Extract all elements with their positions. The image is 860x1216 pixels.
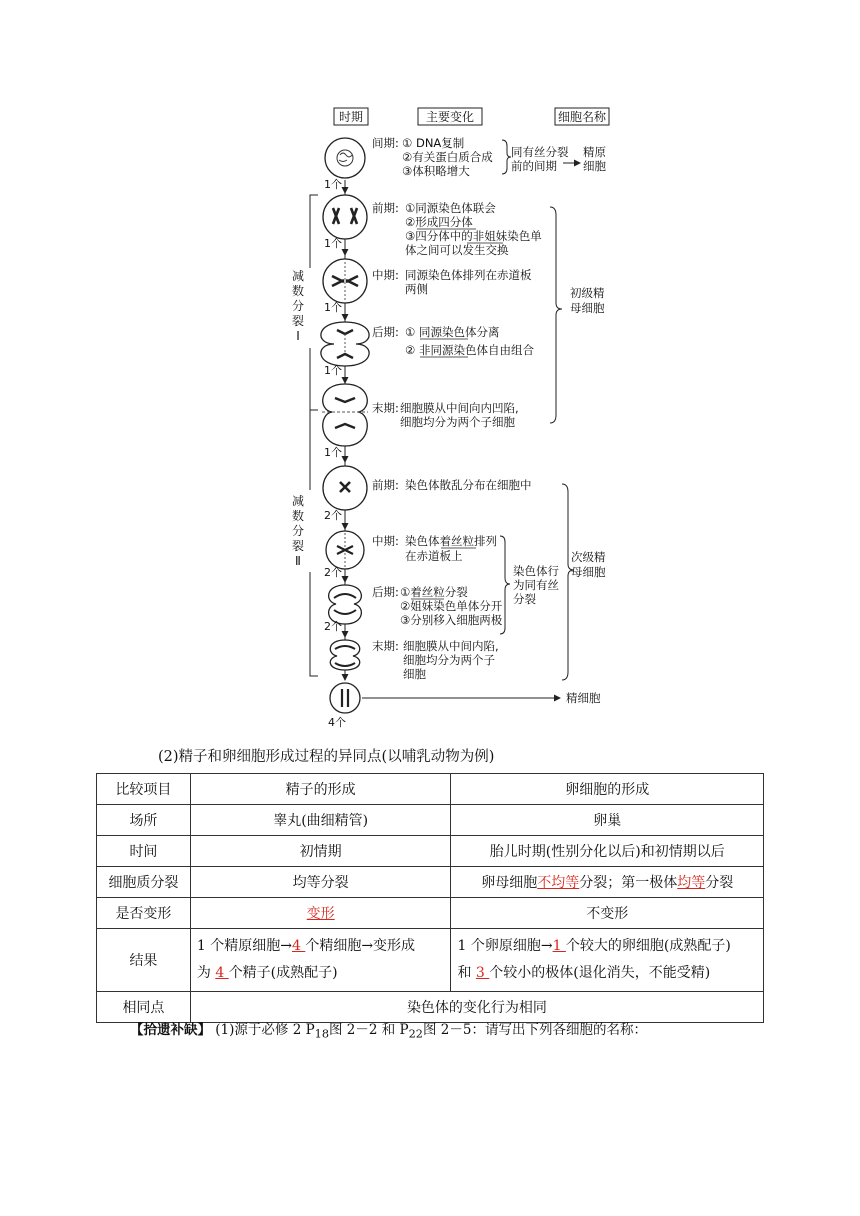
svg-text:减: 减 (291, 269, 305, 283)
m1-anaphase-notes (372, 325, 534, 357)
svg-text:减: 减 (291, 494, 305, 508)
svg-text:分: 分 (291, 299, 305, 313)
svg-text:分裂: 分裂 (513, 592, 536, 606)
svg-text:中期:: 中期: (372, 268, 399, 282)
row-key: 结果 (97, 929, 191, 992)
sperm-cell-value: 1 个精原细胞→4 个精细胞→变形成 为 4 个精子(成熟配子) (190, 929, 451, 992)
svg-text:前期:: 前期: (372, 201, 399, 215)
count-2: 2个 (324, 620, 342, 633)
m2-telophase-notes (372, 639, 499, 681)
table-row (97, 898, 764, 929)
egg-cell-value: 1 个卵原细胞→1 个较大的卵细胞(成熟配子) 和 3 个较小的极体(退化消失，不能受精) (451, 929, 764, 992)
svg-text:后期:: 后期: (372, 325, 399, 339)
table-row (97, 929, 764, 992)
svg-text:分: 分 (291, 524, 305, 538)
svg-text:间期:: 间期: (372, 136, 399, 150)
svg-text:细胞均分为两个子细胞: 细胞均分为两个子细胞 (400, 415, 515, 429)
row-key: 是否变形 (97, 898, 191, 929)
svg-text:① 同源染色体分离: ① 同源染色体分离 (405, 325, 500, 339)
svg-text:母细胞: 母细胞 (571, 565, 606, 579)
cell-sperm (330, 683, 360, 713)
interphase-notes (372, 136, 606, 178)
count-1: 1个 (324, 237, 342, 250)
cell-m2-anaphase (329, 585, 362, 624)
svg-text:次级精: 次级精 (571, 550, 606, 564)
svg-text:数: 数 (291, 284, 305, 298)
svg-text:时期: 时期 (338, 110, 364, 124)
header-cell-name (555, 108, 609, 125)
egg-cell-value: 胎儿时期(性别分化以后)和初情期以后 (451, 836, 764, 867)
section-caption: (2)精子和卵细胞形成过程的异同点(以哺乳动物为例) (158, 749, 495, 765)
egg-cell-value: 不变形 (451, 898, 764, 929)
row-key: 场所 (97, 805, 191, 836)
header-main-change (418, 108, 482, 125)
row-key: 细胞质分裂 (97, 867, 191, 898)
cell-interphase (325, 138, 365, 178)
table-row (97, 805, 764, 836)
svg-text:① DNA复制: ① DNA复制 (402, 136, 465, 150)
answer-blank: 1 (552, 938, 566, 954)
answer-blank: 变形 (306, 906, 335, 922)
sperm-cell-value (190, 898, 451, 929)
header-cell: 卵细胞的形成 (451, 774, 764, 805)
svg-text:染色体散乱分布在细胞中: 染色体散乱分布在细胞中 (405, 478, 532, 492)
row-key: 时间 (97, 836, 191, 867)
table-row (97, 867, 764, 898)
count-1: 1个 (324, 364, 342, 377)
table-header-row (97, 774, 764, 805)
sperm-cell-value: 睾丸(曲细精管) (190, 805, 451, 836)
cell-m1-prophase (323, 195, 367, 239)
svg-text:细胞: 细胞 (583, 159, 606, 173)
primary-spermatocyte-label (550, 207, 605, 423)
answer-blank: 3 (475, 965, 490, 981)
svg-text:精原: 精原 (583, 145, 606, 159)
supplement-note: 【拾遗补缺】 (1)源于必修 2 $P_{18}$图 2－2 和 $P_{22}$图 2－5：请写出下列各细胞的名称： (130, 1022, 647, 1041)
svg-text:细胞均分为两个子: 细胞均分为两个子 (403, 653, 495, 667)
row-key: 相同点 (97, 992, 191, 1023)
svg-text:末期:: 末期: (372, 401, 399, 415)
svg-text:②有关蛋白质合成: ②有关蛋白质合成 (402, 150, 493, 164)
m2-prophase-notes (372, 478, 532, 492)
answer-blank: 均等 (677, 875, 706, 891)
svg-text:同有丝分裂: 同有丝分裂 (511, 145, 569, 159)
svg-text:初级精: 初级精 (570, 286, 605, 300)
svg-text:Ⅰ: Ⅰ (296, 329, 300, 343)
header-cell: 精子的形成 (190, 774, 451, 805)
count-2: 2个 (324, 509, 342, 522)
svg-text:为同有丝: 为同有丝 (513, 578, 559, 592)
comparison-table (96, 773, 764, 1023)
svg-text:母细胞: 母细胞 (570, 301, 605, 315)
count-4: 4个 (328, 716, 346, 729)
svg-text:染色体着丝粒排列: 染色体着丝粒排列 (405, 534, 497, 548)
table-row (97, 836, 764, 867)
cell-m2-metaphase (326, 531, 364, 569)
secondary-spermatocyte-label (562, 484, 606, 680)
meiosis-1-label (292, 195, 318, 410)
count-1: 1个 (324, 178, 342, 191)
egg-cell-value: 卵母细胞不均等分裂；第一极体均等分裂 (451, 867, 764, 898)
m1-metaphase-notes (372, 268, 532, 296)
cell-m1-metaphase (323, 259, 367, 303)
meiosis-2-label (292, 410, 318, 676)
count-1: 1个 (324, 446, 342, 459)
svg-text:细胞: 细胞 (403, 667, 426, 681)
mitosis-like-label (500, 536, 559, 634)
answer-blank: 不均等 (537, 875, 580, 891)
svg-text:染色体行: 染色体行 (513, 564, 559, 578)
svg-text:数: 数 (291, 509, 305, 523)
svg-text:裂: 裂 (291, 314, 305, 328)
cell-m1-anaphase (321, 322, 369, 366)
svg-text:Ⅱ: Ⅱ (295, 554, 301, 568)
svg-text:在赤道板上: 在赤道板上 (405, 549, 463, 563)
m1-telophase-notes (372, 401, 519, 429)
count-1: 1个 (324, 301, 342, 314)
header-cell: 比较项目 (97, 774, 191, 805)
svg-text:中期:: 中期: (372, 534, 399, 548)
svg-text:两侧: 两侧 (405, 282, 428, 296)
header-period (334, 108, 368, 125)
svg-text:前期:: 前期: (372, 478, 399, 492)
svg-text:③分别移入细胞两极: ③分别移入细胞两极 (400, 613, 503, 627)
egg-cell-value: 卵巢 (451, 805, 764, 836)
svg-text:①同源染色体联会: ①同源染色体联会 (405, 201, 496, 215)
svg-text:细胞膜从中间向内凹陷,: 细胞膜从中间向内凹陷, (400, 401, 519, 415)
svg-text:主要变化: 主要变化 (425, 110, 475, 124)
svg-text:裂: 裂 (291, 539, 305, 553)
cell-m2-telophase (330, 640, 359, 670)
cell-m1-telophase (322, 384, 368, 446)
svg-text:同源染色体排列在赤道板: 同源染色体排列在赤道板 (405, 268, 532, 282)
m2-anaphase-notes (372, 585, 503, 627)
svg-text:②姐妹染色单体分开: ②姐妹染色单体分开 (400, 599, 503, 613)
svg-text:② 非同源染色体自由组合: ② 非同源染色体自由组合 (405, 343, 534, 357)
svg-text:①着丝粒分裂: ①着丝粒分裂 (400, 585, 468, 599)
supplement-tag: 【拾遗补缺】 (130, 1022, 211, 1038)
svg-text:细胞名称: 细胞名称 (557, 110, 607, 124)
svg-text:前的间期: 前的间期 (511, 159, 557, 173)
count-2: 2个 (324, 566, 342, 579)
svg-text:细胞膜从中间内陷,: 细胞膜从中间内陷, (403, 639, 499, 653)
svg-text:②形成四分体: ②形成四分体 (405, 215, 473, 229)
svg-text:③四分体中的非姐妹染色单: ③四分体中的非姐妹染色单 (405, 229, 542, 243)
answer-blank: 4 (215, 965, 229, 981)
svg-text:体之间可以发生交换: 体之间可以发生交换 (405, 243, 509, 257)
answer-blank: 4 (291, 938, 306, 954)
sperm-cell-value: 均等分裂 (190, 867, 451, 898)
cell-m2-prophase (323, 466, 367, 510)
svg-text:精细胞: 精细胞 (566, 691, 601, 705)
m1-prophase-notes (372, 201, 542, 257)
sperm-cell-label (362, 691, 601, 705)
m2-metaphase-notes (372, 534, 497, 563)
svg-text:末期:: 末期: (372, 639, 399, 653)
common-value: 染色体的变化行为相同 (190, 992, 763, 1023)
svg-text:③体积略增大: ③体积略增大 (402, 164, 470, 178)
svg-text:后期:: 后期: (372, 585, 399, 599)
sperm-cell-value: 初情期 (190, 836, 451, 867)
